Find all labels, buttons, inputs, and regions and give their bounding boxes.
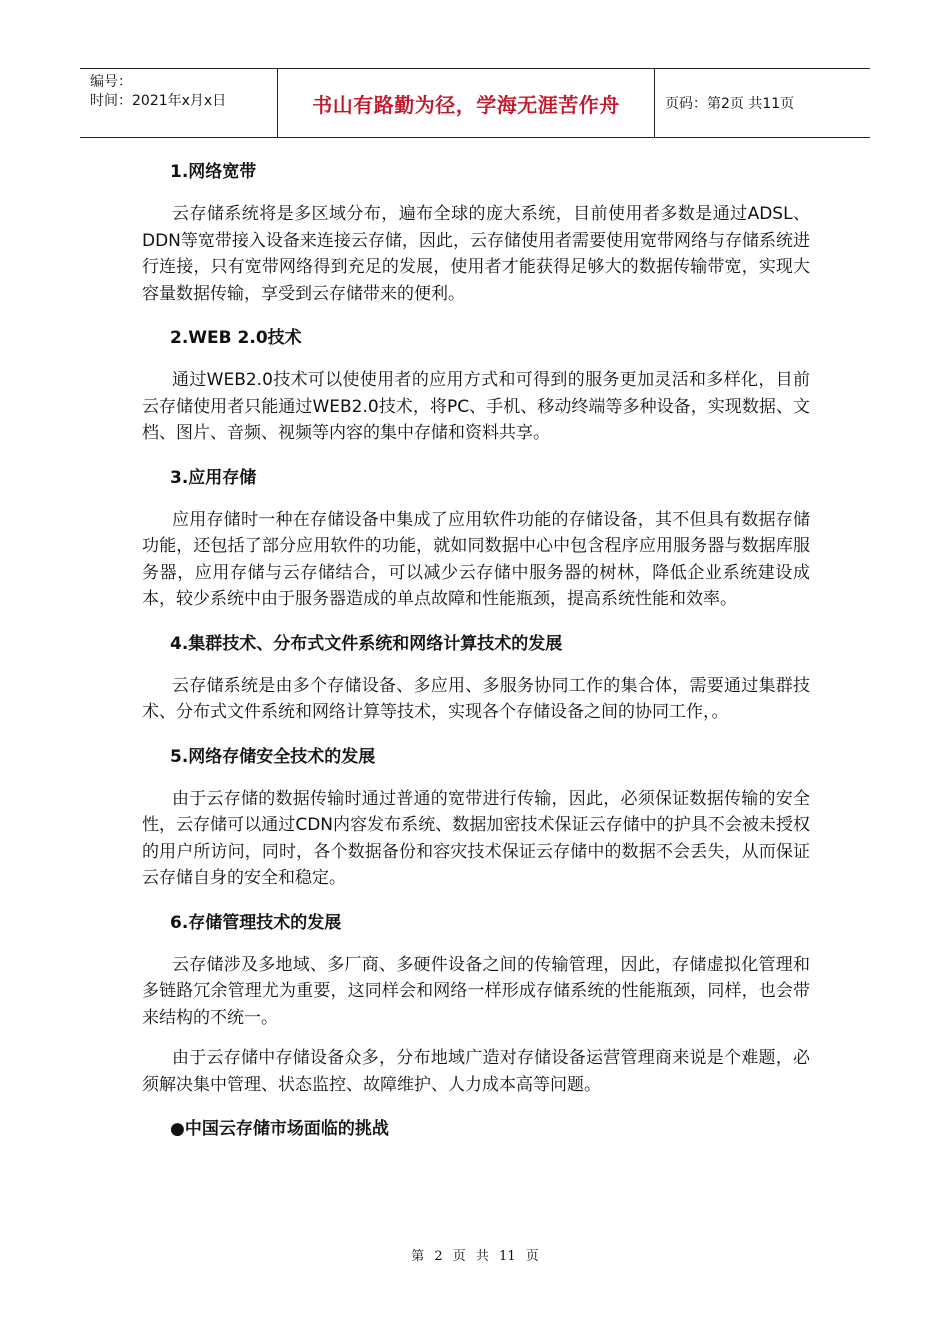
section-heading: 1.网络宽带 bbox=[170, 162, 257, 182]
section bbox=[142, 740, 810, 892]
section-heading: 4.集群技术、分布式文件系统和网络计算技术的发展 bbox=[170, 633, 563, 654]
section-heading: 3.应用存储 bbox=[170, 467, 257, 488]
paragraph: 云存储涉及多地域、多厂商、多硬件设备之间的传输管理，因此，存储虚拟化管理和多链路冗余管理尤为重要，这同样会和网络一样形成存储系统的性能瓶颈，同样，也会带来结构的不统一。 bbox=[142, 954, 810, 1028]
paragraph: 由于云存储的数据传输时通过普通的宽带进行传输，因此，必须保证数据传输的安全性，云存储可以通过CDN内容发布系统、数据加密技术保证云存储中的护具不会被未授权的用户所访问，同时，各个数据备份和容灾技术保证云存储中的数据不会丢失，从而保证云存储自身的安全和稳定。 bbox=[142, 788, 810, 888]
number-label: 编号： bbox=[90, 74, 132, 90]
section bbox=[142, 1112, 810, 1146]
section-heading: 5.网络存储安全技术的发展 bbox=[170, 746, 376, 767]
date-label: 时间：2021年x月x日 bbox=[90, 93, 227, 109]
paragraph: 云存储系统是由多个存储设备、多应用、多服务协同工作的集合体，需要通过集群技术、分布式文件系统和网络计算等技术，实现各个存储设备之间的协同工作，。 bbox=[142, 675, 810, 722]
section bbox=[142, 155, 810, 307]
page-footer: 第 2 页 共 11 页 bbox=[411, 1249, 539, 1264]
header-motto: 书山有路勤为径，学海无涯苦作舟 bbox=[278, 69, 655, 137]
paragraph: 云存储系统将是多区域分布，遍布全球的庞大系统，目前使用者多数是通过ADSL、DDN等宽带接入设备来连接云存储，因此，云存储使用者需要使用宽带网络与存储系统进行连接，只有宽带网络得到充足的发展，使用者才能获得足够大的数据传输带宽，实现大容量数据传输，享受到云存储带来的便利。 bbox=[142, 204, 810, 304]
section-heading: 6.存储管理技术的发展 bbox=[170, 912, 342, 933]
section-heading: 2.WEB 2.0技术 bbox=[170, 328, 302, 348]
section bbox=[142, 627, 810, 726]
paragraph: 由于云存储中存储设备众多，分布地域广造对存储设备运营管理商来说是个难题，必须解决集中管理、状态监控、故障维护、人力成本高等问题。 bbox=[142, 1048, 810, 1095]
section bbox=[142, 321, 810, 447]
header-page-info: 页码：第2页 共11页 bbox=[665, 96, 795, 112]
section bbox=[142, 461, 810, 613]
paragraph: 应用存储时一种在存储设备中集成了应用软件功能的存储设备，其不但具有数据存储功能，还包括了部分应用软件的功能，就如同数据中心中包含程序应用服务器与数据库服务器，应用存储与云存储结合，可以减少云存储中服务器的树林，降低企业系统建设成本，较少系统中由于服务器造成的单点故障和性能瓶颈，提高系统性能和效率。 bbox=[142, 509, 810, 609]
paragraph: 通过WEB2.0技术可以使使用者的应用方式和可得到的服务更加灵活和多样化，目前云存储使用者只能通过WEB2.0技术，将PC、手机、移动终端等多种设备，实现数据、文档、图片、音频、视频等内容的集中存储和资料共享。 bbox=[142, 370, 810, 443]
document-body bbox=[142, 155, 810, 1146]
header-meta bbox=[80, 69, 278, 137]
section bbox=[142, 906, 810, 1099]
page-header bbox=[80, 68, 870, 138]
section-heading: ●中国云存储市场面临的挑战 bbox=[170, 1119, 389, 1139]
